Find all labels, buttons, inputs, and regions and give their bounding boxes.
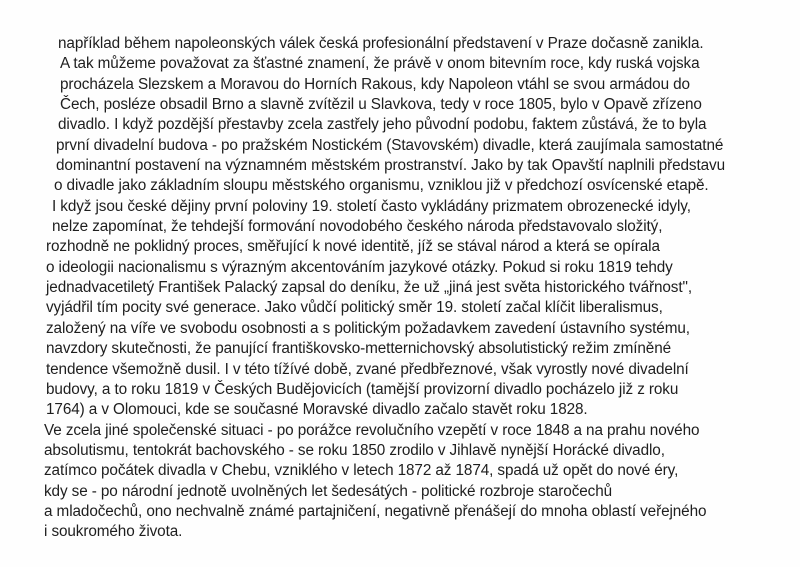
text-line: rozhodně ne poklidný proces, směřující k nové identitě, jíž se stával národ a která se opírala [46, 238, 660, 256]
text-line: dominantní postavení na významném městském prostranství. Jako by tak Opavští naplnili představu [56, 157, 725, 175]
text-line: procházela Slezskem a Moravou do Horních Rakous, kdy Napoleon vtáhl se svou armádou do [60, 75, 690, 93]
text-line: založený na víře ve svobodu osobnosti a s politickým požadavkem zavedení ústavního systému, [46, 319, 690, 337]
text-line: nelze zapomínat, že tehdejší formování novodobého českého národa představovalo složitý, [52, 218, 663, 236]
text-line: tendence všemožně dusil. I v této tížívé době, zvané předbřeznové, však vyrostly nové divadelní [46, 360, 689, 378]
text-line: i soukromého života. [44, 523, 183, 541]
text-line: vyjádřil tím pocity své generace. Jako vůdčí politický směr 19. století začal klíčit liberalismus, [46, 299, 663, 317]
text-line: budovy, a to roku 1819 v Českých Budějovicích (tamější provizorní divadlo pocházelo již z roku [46, 380, 679, 398]
text-line: Čech, posléze obsadil Brno a slavně zvítězil u Slavkova, tedy v roce 1805, bylo v Opavě zřízeno [60, 96, 702, 114]
text-line: zatímco počátek divadla v Chebu, vzniklého v letech 1872 až 1874, spadá už opět do nové éry, [44, 462, 679, 480]
text-line: 1764) a v Olomouci, kde se současné Moravské divadlo začalo stavět roku 1828. [46, 401, 588, 419]
text-line: první divadelní budova - po pražském Nostickém (Stavovském) divadle, která zaujímala samostatné [56, 136, 724, 154]
text-line: a mladočechů, ono nechvalně známé partajničení, negativně přenášejí do mnoha oblastí veřejného [44, 502, 707, 520]
text-line: o ideologii nacionalismu s výrazným akcentováním jazykové otázky. Pokud si roku 1819 tehdy [46, 258, 673, 276]
text-line: A tak můžeme považovat za šťastné znamení, že právě v onom bitevním roce, kdy ruská vojska [60, 55, 700, 73]
text-line: o divadle jako základním sloupu městského organismu, vzniklou již v předchozí osvícenské etapě. [54, 177, 709, 195]
text-line: divadlo. I když pozdější přestavby zcela zastřely jeho původní podobu, faktem zůstává, že to byla [58, 116, 707, 134]
text-line: Ve zcela jiné společenské situaci - po porážce revolučního vzepětí v roce 1848 a na prahu nového [44, 421, 700, 439]
text-line: například během napoleonských válek česká profesionální představení v Praze dočasně zanikla. [58, 35, 704, 52]
text-line: navzdory skutečnosti, že panující františkovsko-metternichovský absolutistický režim zmíněné [46, 340, 672, 358]
text-line: kdy se - po národní jednotě uvolněných let šedesátých - politické rozbroje staročechů [44, 482, 613, 500]
text-line: I když jsou české dějiny první poloviny 19. století často vykládány prizmatem obrozenecké idyly, [52, 197, 691, 215]
text-line: absolutismu, tentokrát bachovského - se roku 1850 zrodilo v Jihlavě nynější Horácké divadlo, [44, 441, 665, 459]
text-line: jednadvacetiletý František Palacký zapsal do deníku, že už „jiná jest světa historického tvářnost", [46, 279, 692, 297]
body-text [44, 34, 784, 543]
